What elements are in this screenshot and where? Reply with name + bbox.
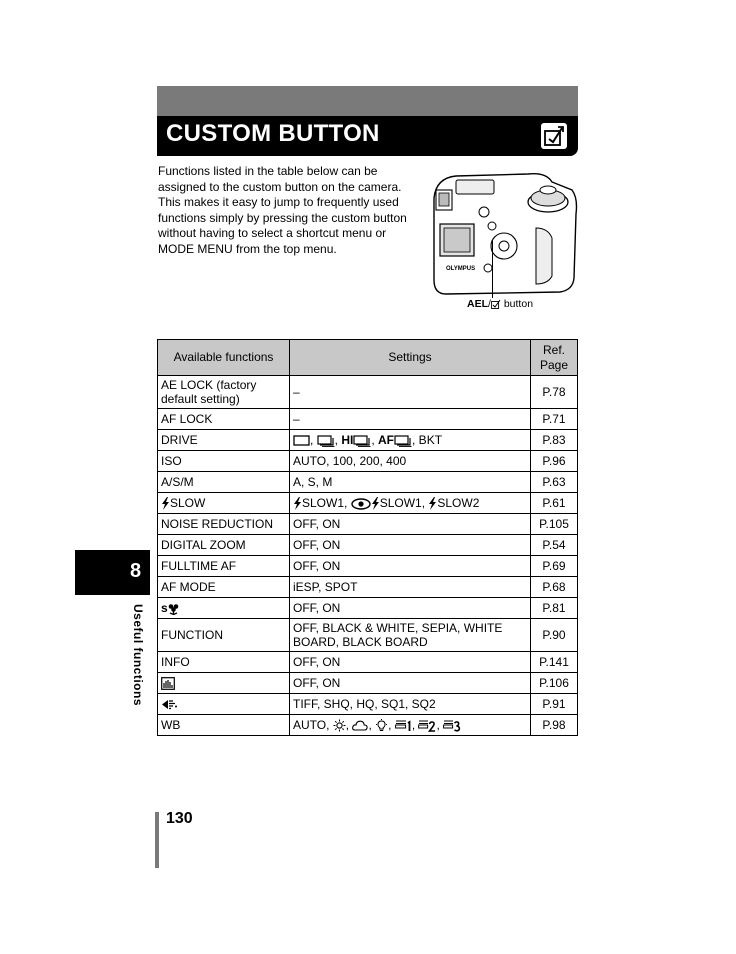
header-available-functions: Available functions (158, 340, 290, 376)
settings-cell: OFF, ON (290, 652, 531, 673)
settings-cell: TIFF, SHQ, HQ, SQ1, SQ2 (290, 694, 531, 715)
ref-cell: P.91 (531, 694, 578, 715)
camera-illustration (428, 168, 580, 300)
tungsten-icon (375, 719, 388, 732)
function-cell: SLOW (158, 493, 290, 514)
sequential-shooting-icon (394, 435, 412, 447)
table-row (158, 598, 578, 619)
table-row (158, 577, 578, 598)
sunny-icon (333, 719, 346, 732)
function-cell: NOISE REDUCTION (158, 514, 290, 535)
cloudy-icon (352, 720, 368, 731)
ref-cell: P.81 (531, 598, 578, 619)
function-cell: AF LOCK (158, 409, 290, 430)
table-row (158, 652, 578, 673)
function-cell: ISO (158, 451, 290, 472)
table-row (158, 619, 578, 652)
table-row (158, 715, 578, 736)
svg-text:OLYMPUS: OLYMPUS (446, 266, 476, 272)
fluorescent-2-icon (418, 719, 436, 732)
ref-cell: P.90 (531, 619, 578, 652)
table-row (158, 535, 578, 556)
function-cell: WB (158, 715, 290, 736)
header-settings: Settings (290, 340, 531, 376)
ref-cell: P.141 (531, 652, 578, 673)
settings-cell: AUTO, , , , , , (290, 715, 531, 736)
settings-cell: , , HI , AF , BKT (290, 430, 531, 451)
table-row (158, 514, 578, 535)
settings-cell: – (290, 409, 531, 430)
table-row (158, 472, 578, 493)
sequential-shooting-icon (317, 435, 335, 447)
function-cell: AF MODE (158, 577, 290, 598)
table-row (158, 556, 578, 577)
settings-cell: OFF, ON (290, 598, 531, 619)
ref-cell: P.83 (531, 430, 578, 451)
header-gray-band (157, 86, 578, 116)
ref-cell: P.96 (531, 451, 578, 472)
ref-cell: P.71 (531, 409, 578, 430)
table-header-row (158, 340, 578, 376)
custom-button-icon (540, 122, 568, 150)
ref-cell: P.68 (531, 577, 578, 598)
fluorescent-3-icon (443, 719, 461, 732)
ref-cell: P.61 (531, 493, 578, 514)
ref-cell: P.78 (531, 376, 578, 409)
red-eye-icon (351, 498, 371, 510)
ref-cell: P.69 (531, 556, 578, 577)
chapter-number: 8 (130, 560, 142, 582)
fluorescent-1-icon (395, 719, 412, 732)
settings-cell: iESP, SPOT (290, 577, 531, 598)
table-row (158, 673, 578, 694)
flash-icon (371, 497, 380, 510)
settings-cell: OFF, ON (290, 514, 531, 535)
page-number-bar (155, 812, 159, 868)
section-label: Useful functions (131, 604, 145, 707)
callout-line (492, 240, 493, 298)
single-frame-icon (293, 435, 310, 446)
macro-flower-icon (168, 603, 179, 615)
camera-callout: AEL/ button (467, 298, 534, 310)
settings-cell: A, S, M (290, 472, 531, 493)
flash-icon (161, 497, 170, 510)
page-number: 130 (166, 810, 193, 827)
table-row (158, 430, 578, 451)
custom-button-small-icon (491, 299, 501, 309)
function-cell: s (158, 598, 290, 619)
record-mode-icon (161, 699, 178, 710)
function-cell: FULLTIME AF (158, 556, 290, 577)
settings-cell: OFF, ON (290, 535, 531, 556)
function-cell (158, 694, 290, 715)
table-row (158, 376, 578, 409)
page-title: CUSTOM BUTTON (166, 120, 380, 147)
flash-icon (293, 497, 302, 510)
chapter-tab (75, 550, 150, 595)
ref-cell: P.98 (531, 715, 578, 736)
table-row (158, 451, 578, 472)
functions-table (157, 339, 578, 736)
function-cell: AE LOCK (factory default setting) (158, 376, 290, 409)
settings-cell: OFF, ON (290, 556, 531, 577)
function-cell: A/S/M (158, 472, 290, 493)
table-row (158, 409, 578, 430)
intro-paragraph: Functions listed in the table below can be assigned to the custom button on the camera. This makes it easy to jump to frequently used functions simply by pressing the custom button without having to select a shortcut menu or MODE MENU from the top menu. (158, 164, 407, 256)
settings-cell: SLOW1, SLOW1, SLOW2 (290, 493, 531, 514)
function-cell: FUNCTION (158, 619, 290, 652)
settings-cell: – (290, 376, 531, 409)
title-bar (157, 116, 578, 156)
table-row (158, 694, 578, 715)
histogram-icon (161, 677, 175, 690)
settings-cell: OFF, ON (290, 673, 531, 694)
ref-cell: P.63 (531, 472, 578, 493)
ref-cell: P.105 (531, 514, 578, 535)
function-cell: DIGITAL ZOOM (158, 535, 290, 556)
function-cell: INFO (158, 652, 290, 673)
table-row (158, 493, 578, 514)
settings-cell: OFF, BLACK & WHITE, SEPIA, WHITE BOARD, BLACK BOARD (290, 619, 531, 652)
function-cell (158, 673, 290, 694)
sequential-shooting-icon (353, 435, 371, 447)
header-ref-page: Ref. Page (531, 340, 578, 376)
function-cell: DRIVE (158, 430, 290, 451)
ref-cell: P.54 (531, 535, 578, 556)
settings-cell: AUTO, 100, 200, 400 (290, 451, 531, 472)
ref-cell: P.106 (531, 673, 578, 694)
